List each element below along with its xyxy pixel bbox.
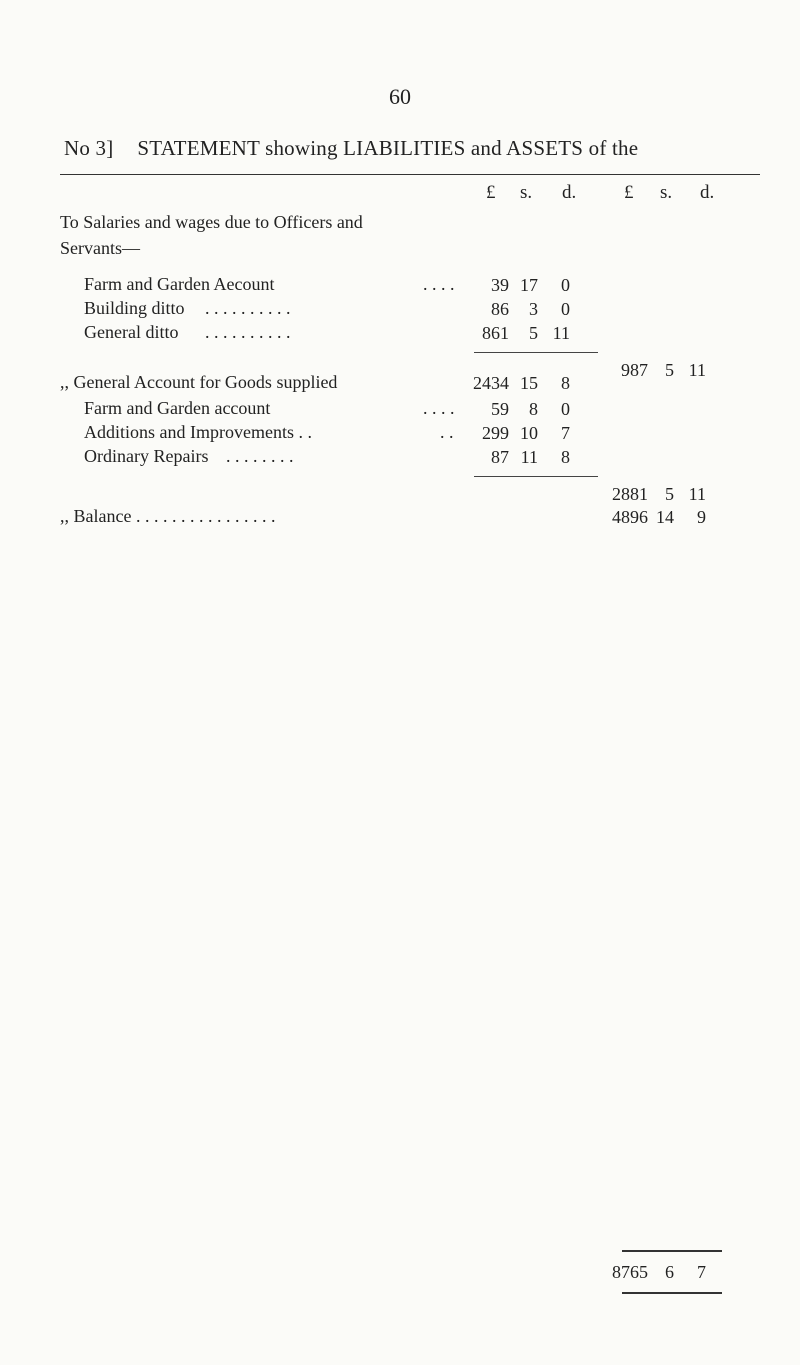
statement-title: STATEMENT showing LIABILITIES and ASSETS of the	[137, 136, 639, 160]
amount-pounds: 861	[482, 323, 509, 343]
amount-pounds: 39	[491, 275, 509, 295]
subtotal-rule	[474, 476, 598, 477]
item-label: General ditto	[84, 322, 179, 342]
item-label: Ordinary Repairs	[84, 446, 209, 466]
list-item	[60, 372, 337, 393]
grand-total-pence: 7	[697, 1262, 706, 1282]
amount-pence: 8	[561, 447, 570, 467]
page-number: 60	[389, 84, 411, 109]
dot-leader: . . . . . . . . . .	[205, 298, 291, 318]
col1-shillings-header: s.	[520, 182, 533, 203]
col1-pence-header: d.	[562, 182, 577, 203]
amount-pence: 11	[552, 323, 570, 343]
total-shillings: 5	[665, 484, 674, 504]
grand-total-shillings: 6	[665, 1262, 674, 1282]
dot-leader: . . . .	[423, 274, 455, 294]
amount-shillings: 5	[529, 323, 538, 343]
amount-shillings: 8	[529, 399, 538, 419]
statement-heading	[64, 136, 638, 161]
amount-shillings: 17	[520, 275, 538, 295]
grand-total-pounds: 8765	[612, 1262, 648, 1282]
item-label: Farm and Garden Aecount	[84, 274, 275, 294]
amount-shillings: 11	[520, 447, 538, 467]
item-label: ,, General Account for Goods supplied	[60, 372, 338, 392]
dot-leader: . . . . . . . . . .	[205, 322, 291, 342]
amount-pounds: 86	[491, 299, 509, 319]
amount-pence: 7	[561, 423, 570, 443]
dot-leader: . .	[440, 422, 454, 442]
salaries-subheading: Servants—	[60, 238, 140, 258]
item-label: Building ditto	[84, 298, 185, 318]
total-pounds: 2881	[612, 484, 648, 504]
balance-pence: 9	[697, 507, 706, 527]
grand-total-rule-bottom	[622, 1292, 722, 1294]
list-item	[84, 446, 294, 467]
amount-pounds: 299	[482, 423, 509, 443]
amount-shillings: 15	[520, 373, 538, 393]
total-shillings: 5	[665, 360, 674, 380]
total-pounds: 987	[621, 360, 648, 380]
list-item	[84, 298, 291, 319]
balance-label: ,, Balance . . . . . . . . . . . . . . . .	[60, 506, 276, 526]
grand-total-rule-top	[622, 1250, 722, 1252]
balance-shillings: 14	[656, 507, 674, 527]
list-item	[84, 322, 291, 343]
amount-pence: 0	[561, 399, 570, 419]
dot-leader: . . . .	[423, 398, 455, 418]
statement-number: No 3]	[64, 136, 114, 160]
list-item	[84, 274, 455, 295]
amount-pence: 8	[561, 373, 570, 393]
list-item	[84, 398, 455, 419]
item-label: Farm and Garden account	[84, 398, 271, 418]
item-label: Additions and Improvements . .	[84, 422, 312, 442]
amount-pounds: 59	[491, 399, 509, 419]
total-pence: 11	[688, 484, 706, 504]
salaries-heading: To Salaries and wages due to Officers and	[60, 212, 363, 232]
amount-pence: 0	[561, 275, 570, 295]
col2-shillings-header: s.	[660, 182, 673, 203]
amount-pence: 0	[561, 299, 570, 319]
list-item	[84, 422, 454, 443]
subtotal-rule	[474, 352, 598, 353]
amount-shillings: 10	[520, 423, 538, 443]
col1-pounds-header: £	[486, 182, 496, 203]
dot-leader: . . . . . . . .	[226, 446, 294, 466]
heading-rule	[60, 174, 760, 175]
col2-pounds-header: £	[624, 182, 634, 203]
amount-pounds: 87	[491, 447, 509, 467]
balance-pounds: 4896	[612, 507, 648, 527]
total-pence: 11	[688, 360, 706, 380]
col2-pence-header: d.	[700, 182, 715, 203]
amount-pounds: 2434	[473, 373, 509, 393]
amount-shillings: 3	[529, 299, 538, 319]
